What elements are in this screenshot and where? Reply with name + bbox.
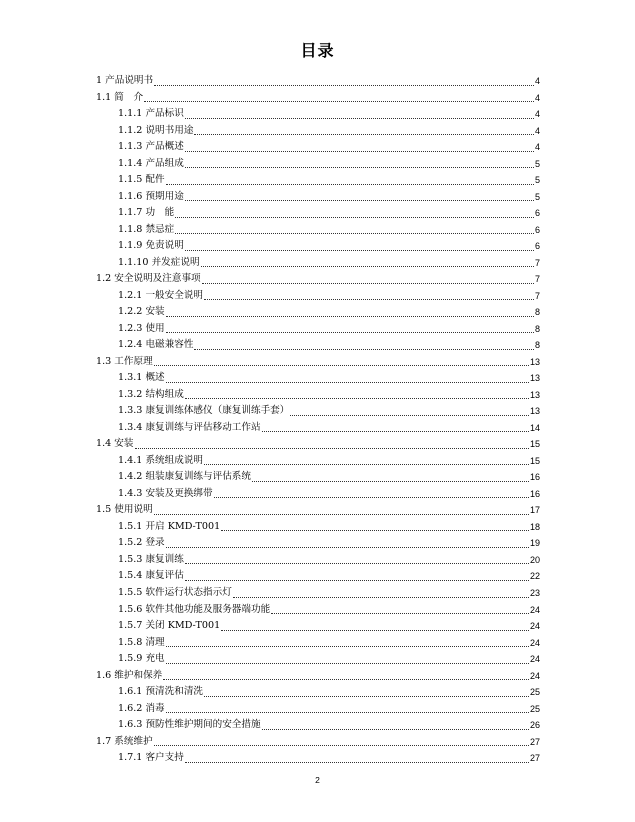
toc-entry[interactable]	[96, 535, 540, 552]
page-number: 2	[315, 775, 320, 785]
toc-entry-page: 4	[534, 92, 540, 103]
toc-entry-label: 1.5 使用说明	[96, 504, 153, 516]
toc-dot-leader	[185, 562, 529, 564]
toc-dot-leader	[204, 695, 529, 697]
toc-dot-leader	[166, 711, 529, 713]
toc-entry-page: 5	[534, 191, 540, 202]
toc-entry-page: 19	[529, 538, 540, 549]
toc-entry-page: 24	[529, 654, 540, 665]
toc-entry-page: 8	[534, 340, 540, 351]
toc-entry[interactable]	[96, 552, 540, 569]
toc-entry[interactable]	[96, 618, 540, 635]
toc-entry-page: 17	[529, 505, 540, 516]
toc-dot-leader	[166, 662, 529, 664]
toc-entry-label: 1.2 安全说明及注意事项	[96, 273, 201, 285]
toc-dot-leader	[185, 397, 529, 399]
toc-entry[interactable]	[96, 106, 540, 123]
toc-entry[interactable]	[96, 387, 540, 404]
toc-dot-leader	[154, 513, 529, 515]
toc-entry-page: 4	[534, 142, 540, 153]
toc-entry[interactable]	[96, 205, 540, 222]
toc-entry-label: 1.1 简 介	[96, 91, 144, 103]
toc-entry-page: 27	[529, 736, 540, 747]
toc-entry[interactable]	[96, 750, 540, 767]
toc-entry[interactable]	[96, 486, 540, 503]
toc-entry-page: 7	[534, 290, 540, 301]
toc-entry-label: 1 产品说明书	[96, 75, 154, 86]
toc-dot-leader	[166, 546, 529, 548]
toc-entry-label: 1.2.1 一般安全说明	[118, 289, 204, 301]
toc-entry-label: 1.1.4 产品组成	[118, 157, 184, 169]
toc-entry-label: 1.1.2 说明书用途	[118, 124, 194, 136]
toc-entry-page: 18	[529, 521, 540, 532]
toc-entry[interactable]	[96, 288, 540, 305]
toc-entry-label: 1.5.3 康复训练	[118, 553, 184, 565]
toc-dot-leader	[154, 744, 529, 746]
toc-entry-label: 1.7 系统维护	[96, 735, 153, 747]
toc-entry-label: 1.4.2 组装康复训练与评估系统	[118, 471, 251, 483]
toc-entry-page: 6	[534, 208, 540, 219]
toc-entry-label: 1.5.2 登录	[118, 537, 165, 549]
toc-dot-leader	[175, 232, 534, 234]
toc-entry-page: 26	[529, 720, 540, 731]
toc-entry[interactable]	[96, 123, 540, 140]
toc-entry-label: 1.3.2 结构组成	[118, 388, 184, 400]
toc-dot-leader	[163, 678, 529, 680]
toc-dot-leader	[252, 480, 529, 482]
toc-dot-leader	[144, 100, 534, 102]
toc-dot-leader	[194, 348, 534, 350]
toc-entry[interactable]	[96, 304, 540, 321]
toc-dot-leader	[185, 150, 534, 152]
toc-entry-label: 1.6 维护和保养	[96, 669, 163, 681]
toc-dot-leader	[194, 133, 534, 135]
toc-dot-leader	[185, 249, 534, 251]
toc-dot-leader	[262, 430, 529, 432]
table-of-contents	[96, 73, 540, 767]
toc-dot-leader	[154, 364, 529, 366]
toc-dot-leader	[262, 728, 529, 730]
toc-dot-leader	[185, 166, 534, 168]
toc-dot-leader	[290, 414, 529, 416]
toc-entry-page: 13	[529, 356, 540, 367]
toc-dot-leader	[166, 315, 534, 317]
toc-entry[interactable]	[96, 436, 540, 453]
toc-entry[interactable]	[96, 668, 540, 685]
toc-entry[interactable]	[96, 139, 540, 156]
toc-entry-page: 6	[534, 224, 540, 235]
toc-entry-label: 1.5.5 软件运行状态指示灯	[118, 586, 232, 598]
toc-entry-label: 1.1.6 预期用途	[118, 190, 184, 202]
toc-entry[interactable]	[96, 519, 540, 536]
toc-dot-leader	[221, 529, 529, 531]
toc-entry-label: 1.5.9 充电	[118, 653, 165, 665]
toc-entry-label: 1.5.1 开启 KMD-T001	[118, 520, 221, 532]
toc-entry-page: 16	[529, 472, 540, 483]
toc-entry[interactable]	[96, 403, 540, 420]
toc-entry-page: 24	[529, 604, 540, 615]
toc-entry[interactable]	[96, 651, 540, 668]
toc-entry[interactable]	[96, 684, 540, 701]
toc-entry-page: 6	[534, 241, 540, 252]
toc-entry-page: 4	[534, 125, 540, 136]
toc-entry-label: 1.3 工作原理	[96, 355, 153, 367]
toc-entry-page: 24	[529, 670, 540, 681]
toc-entry-label: 1.4.3 安装及更换绑带	[118, 487, 213, 499]
toc-dot-leader	[166, 645, 529, 647]
toc-dot-leader	[271, 612, 529, 614]
toc-entry-label: 1.1.3 产品概述	[118, 141, 184, 153]
toc-dot-leader	[185, 117, 534, 119]
toc-entry-label: 1.3.1 概述	[118, 372, 165, 384]
toc-entry-label: 1.1.10 并发症说明	[118, 256, 200, 268]
toc-entry-label: 1.2.4 电磁兼容性	[118, 339, 194, 351]
toc-entry[interactable]	[96, 271, 540, 288]
toc-entry[interactable]	[96, 172, 540, 189]
toc-entry[interactable]	[96, 90, 540, 107]
toc-entry-page: 25	[529, 687, 540, 698]
toc-entry-label: 1.2.2 安装	[118, 306, 165, 318]
toc-entry-label: 1.1.9 免责说明	[118, 240, 184, 252]
toc-dot-leader	[233, 596, 529, 598]
toc-entry-page: 4	[534, 109, 540, 120]
toc-entry[interactable]	[96, 156, 540, 173]
toc-entry-page: 7	[534, 257, 540, 268]
toc-entry-page: 14	[529, 422, 540, 433]
toc-entry[interactable]	[96, 635, 540, 652]
toc-entry-page: 24	[529, 621, 540, 632]
toc-entry-page: 8	[534, 323, 540, 334]
toc-entry-label: 1.6.2 消毒	[118, 702, 165, 714]
toc-entry[interactable]	[96, 255, 540, 272]
toc-entry-page: 15	[529, 439, 540, 450]
toc-entry[interactable]	[96, 453, 540, 470]
toc-entry-page: 15	[529, 455, 540, 466]
toc-entry-page: 13	[529, 389, 540, 400]
toc-dot-leader	[175, 216, 534, 218]
page-title: 目录	[300, 41, 335, 60]
toc-dot-leader	[135, 447, 529, 449]
toc-dot-leader	[185, 199, 534, 201]
toc-entry-label: 1.5.8 清理	[118, 636, 165, 648]
toc-dot-leader	[166, 381, 529, 383]
toc-entry-page: 27	[529, 753, 540, 764]
toc-entry-page: 23	[529, 587, 540, 598]
toc-entry[interactable]	[96, 222, 540, 239]
toc-entry-label: 1.4 安装	[96, 438, 134, 450]
toc-entry-page: 7	[534, 274, 540, 285]
toc-dot-leader	[166, 331, 534, 333]
toc-entry-label: 1.1.8 禁忌症	[118, 223, 175, 235]
toc-entry-label: 1.4.1 系统组成说明	[118, 454, 204, 466]
toc-entry-page: 8	[534, 307, 540, 318]
toc-entry[interactable]	[96, 602, 540, 619]
toc-entry-page: 5	[534, 158, 540, 169]
toc-entry[interactable]	[96, 354, 540, 371]
toc-entry-page: 22	[529, 571, 540, 582]
toc-dot-leader	[204, 463, 529, 465]
toc-entry-page: 5	[534, 175, 540, 186]
toc-dot-leader	[166, 183, 534, 185]
toc-entry-page: 13	[529, 406, 540, 417]
toc-entry-label: 1.5.4 康复评估	[118, 570, 184, 582]
toc-entry[interactable]	[96, 238, 540, 255]
toc-dot-leader	[201, 265, 534, 267]
toc-entry[interactable]	[96, 370, 540, 387]
toc-entry-label: 1.6.3 预防性维护期间的安全措施	[118, 719, 261, 731]
toc-entry-page: 13	[529, 373, 540, 384]
toc-entry[interactable]	[96, 701, 540, 718]
toc-entry[interactable]	[96, 469, 540, 486]
toc-entry-page: 16	[529, 488, 540, 499]
toc-dot-leader	[185, 761, 529, 763]
toc-dot-leader	[202, 282, 534, 284]
toc-entry-label: 1.5.7 关闭 KMD-T001	[118, 620, 221, 632]
toc-entry[interactable]	[96, 568, 540, 585]
toc-dot-leader	[185, 579, 529, 581]
toc-entry-page: 4	[534, 76, 540, 86]
toc-entry[interactable]	[96, 734, 540, 751]
toc-entry-label: 1.1.5 配件	[118, 174, 165, 186]
toc-entry[interactable]	[96, 502, 540, 519]
toc-entry-label: 1.6.1 预清洗和清洗	[118, 686, 204, 698]
toc-entry-label: 1.2.3 使用	[118, 322, 165, 334]
toc-dot-leader	[214, 496, 529, 498]
toc-entry[interactable]	[96, 189, 540, 206]
toc-entry-page: 24	[529, 637, 540, 648]
toc-dot-leader	[204, 298, 534, 300]
toc-entry-label: 1.5.6 软件其他功能及服务器端功能	[118, 603, 271, 615]
toc-entry[interactable]	[96, 73, 540, 90]
toc-entry-label: 1.7.1 客户支持	[118, 752, 184, 764]
toc-entry-page: 20	[529, 554, 540, 565]
toc-entry[interactable]	[96, 717, 540, 734]
toc-entry[interactable]	[96, 420, 540, 437]
toc-entry[interactable]	[96, 337, 540, 354]
toc-entry-page: 25	[529, 703, 540, 714]
toc-dot-leader	[221, 629, 529, 631]
toc-entry-label: 1.3.3 康复训练体感仪（康复训练手套）	[118, 405, 290, 417]
toc-entry-label: 1.1.7 功 能	[118, 207, 175, 219]
toc-entry[interactable]	[96, 321, 540, 338]
toc-entry[interactable]	[96, 585, 540, 602]
toc-dot-leader	[154, 84, 534, 86]
toc-entry-label: 1.3.4 康复训练与评估移动工作站	[118, 421, 261, 433]
toc-entry-label: 1.1.1 产品标识	[118, 108, 184, 120]
